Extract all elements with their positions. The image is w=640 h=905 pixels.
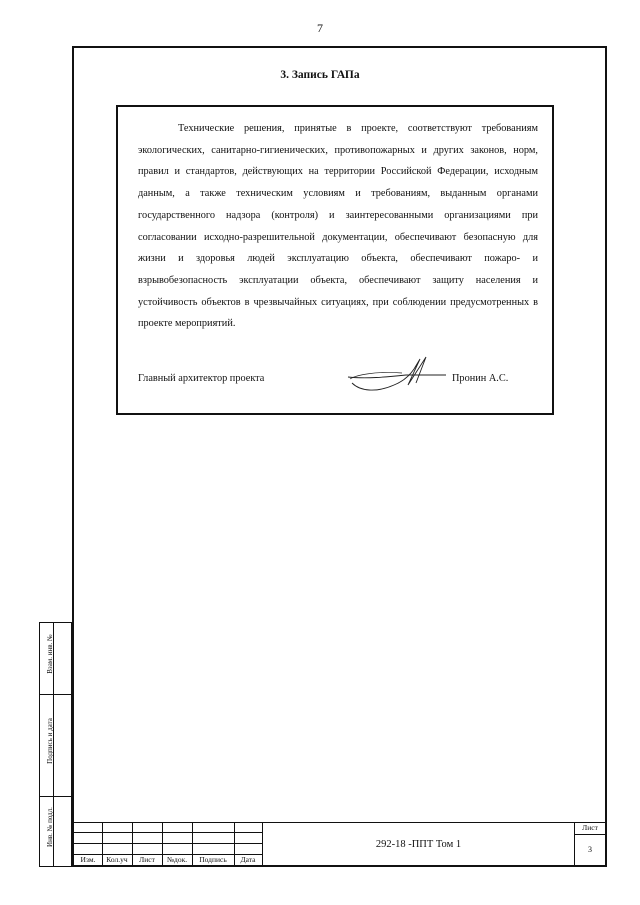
- side-strip: [39, 622, 72, 867]
- sheet-cell: [575, 822, 605, 865]
- document-code-cell: [262, 822, 575, 865]
- signer-role: Главный архитектор проекта: [138, 373, 265, 384]
- page-number: 7: [317, 21, 323, 35]
- section-title: 3. Запись ГАПа: [280, 69, 360, 81]
- statement-text: Технические решения, принятые в проекте, соответствуют требованиям экологических, санитарно-гигиенических, противопожарных и других законов, норм, правил и стандартов, действующих на территории Российской Федерации, исходным данным, а также техническим условиям и требованиям, выданным органами государственного надзора (контроля) и заинтересованными организациями при согласовании исходно-разрешительной документации, обеспечивают безопасную для жизни и здоровья людей эксплуатацию объекта, обеспечивают пожаро- и взрывобезопасность эксплуатации объекта, обеспечивают защиту населения и устойчивость объектов в чрезвычайных ситуациях, при соблюдении предусмотренных в проекте мероприятий.: [138, 123, 538, 330]
- revision-grid: [74, 822, 262, 865]
- side-row-original-inv: [39, 796, 72, 867]
- side-label-replaced-inv: Взам. инв. №: [46, 633, 54, 674]
- title-block: [74, 822, 605, 865]
- stamp-header-signature: Подпись: [199, 855, 227, 864]
- sheet-label: Лист: [575, 823, 605, 835]
- stamp-header-doc: №док.: [166, 855, 188, 864]
- side-label-original-inv: Инв. № подл.: [46, 806, 54, 847]
- side-row-replaced-inv: [39, 622, 72, 695]
- stamp-header-change: Изм.: [80, 855, 96, 864]
- stamp-header-sheet: Лист: [139, 855, 155, 864]
- stamp-header-count: Кол.уч: [106, 855, 128, 864]
- sheet-number: 3: [588, 845, 592, 854]
- handwritten-signature: [346, 355, 456, 395]
- gap-statement-box: [116, 105, 554, 415]
- stamp-header-date: Дата: [240, 855, 256, 864]
- signer-name: Пронин А.С.: [452, 373, 509, 384]
- side-label-signature-date: Подпись и дата: [46, 717, 54, 764]
- document-code: 292-18 -ППТ Том 1: [375, 839, 462, 850]
